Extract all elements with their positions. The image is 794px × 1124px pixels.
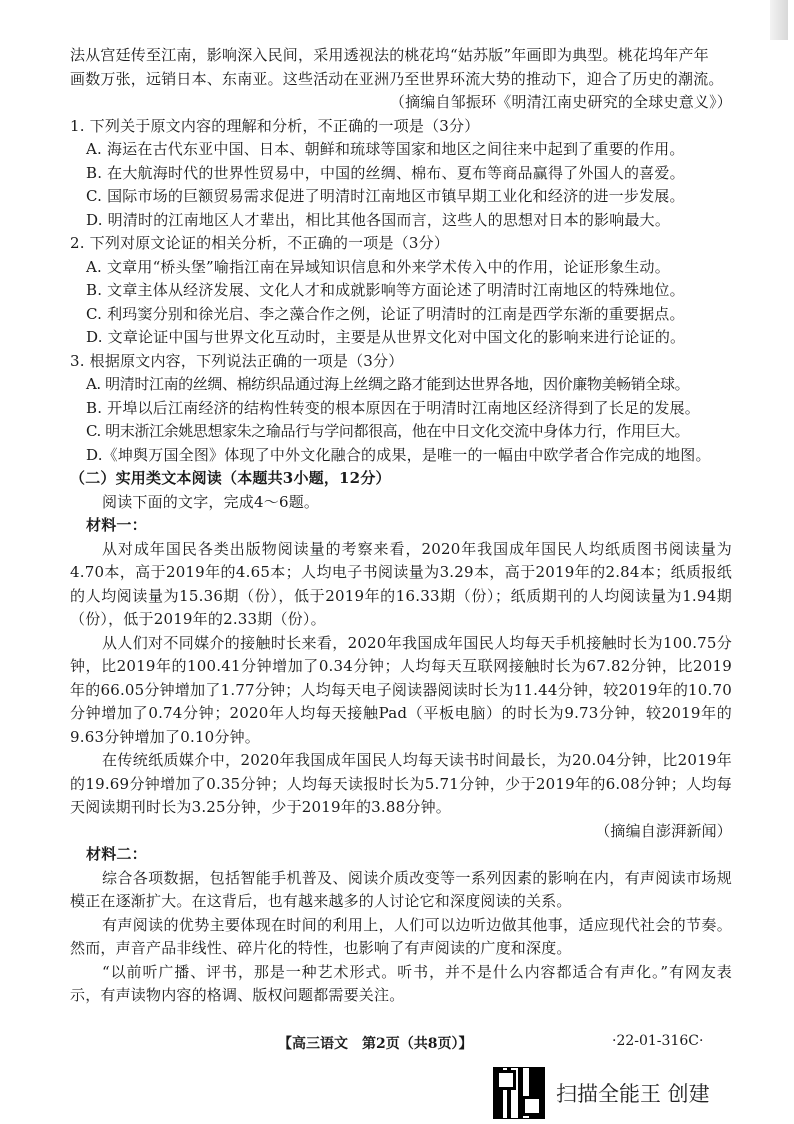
exam-code: ·22-01-316C· bbox=[612, 1033, 704, 1049]
material-1-paragraph: 从人们对不同媒介的接触时长来看，2020年我国成年国民人均每天手机接触时长为100.75分钟，比2019年的100.41分钟增加了0.34分钟；人均每天互联网接触时长为67.82分钟，比2019年的66.05分钟增加了1.77分钟；人均每天电子阅读器阅读时长为11.44分钟，较2019年的10.70分钟增加了0.74分钟；2020年人均每天接触Pad（平板电脑）的时长为9.73分钟，较2019年的9.63分钟增加了0.10分钟。 bbox=[70, 633, 732, 746]
question-2 bbox=[70, 232, 732, 350]
material-2-paragraph: “以前听广播、评书，那是一种艺术形式。听书，并不是什么内容都适合有声化。”有网友表示，有声读物内容的格调、版权问题都需要关注。 bbox=[70, 962, 732, 1004]
material-2-paragraph: 有声阅读的优势主要体现在时间的利用上，人们可以边听边做其他事，适应现代社会的节奏。然而，声音产品非线性、碎片化的特性，也影响了有声阅读的广度和深度。 bbox=[70, 915, 732, 957]
option-c: C. 明末浙江余姚思想家朱之瑜品行与学问都很高，他在中日文化交流中身体力行，作用巨大。 bbox=[86, 422, 690, 440]
top-paragraph bbox=[70, 44, 732, 91]
citation: （摘编自澎湃新闻） bbox=[595, 821, 732, 840]
question-stem: 3. 根据原文内容，下列说法正确的一项是（3分） bbox=[70, 351, 404, 370]
instruction: 阅读下面的文字，完成4～6题。 bbox=[102, 492, 320, 511]
question-stem: 2. 下列对原文论证的相关分析，不正确的一项是（3分） bbox=[70, 234, 450, 252]
option-c: C. 国际市场的巨额贸易需求促进了明清时江南地区市镇早期工业化和经济的进一步发展。 bbox=[86, 187, 685, 205]
option-c: C. 利玛窦分别和徐光启、李之藻合作之例，论证了明清时的江南是西学东渐的重要据点。 bbox=[86, 304, 685, 323]
material-2-title: 材料二： bbox=[86, 845, 147, 863]
page-edge-shadow bbox=[770, 0, 788, 40]
qr-code-icon bbox=[494, 1068, 544, 1118]
option-a: A. 文章用“桥头堡”喻指江南在异域知识信息和外来学术传入中的作用，论证形象生动。 bbox=[86, 257, 670, 276]
scanner-watermark bbox=[494, 1068, 754, 1118]
option-b: B. 开埠以后江南经济的结构性转变的根本原因在于明清时江南地区经济得到了长足的发展。 bbox=[86, 398, 700, 417]
option-d: D.《坤舆万国全图》体现了中外文化融合的成果，是唯一的一幅由中欧学者合作完成的地图。 bbox=[86, 445, 711, 464]
material-1-title: 材料一： bbox=[86, 516, 147, 534]
material-1-paragraph: 从对成年国民各类出版物阅读量的考察来看，2020年我国成年国民人均纸质图书阅读量为4.70本，高于2019年的4.65本；人均电子书阅读量为3.29本，高于2019年的2.84本；纸质报纸的人均阅读量为15.36期（份），低于2019年的16.33期（份）；纸质期刊的人均阅读量为1.94期（份），低于2019年的2.33期（份）。 bbox=[70, 539, 732, 628]
text-line: 画数万张，远销日本、东南亚。这些活动在亚洲乃至世界环流大势的推动下，迎合了历史的潮流。 bbox=[70, 69, 724, 88]
material-1-paragraph: 在传统纸质媒介中，2020年我国成年国民人均每天读书时间最长，为20.04分钟，比2019年的19.69分钟增加了0.35分钟；人均每天读报时长为5.71分钟，少于2019年的6.08分钟；人均每天阅读期刊时长为3.25分钟，少于2019年的3.88分钟。 bbox=[70, 751, 732, 816]
option-b: B. 在大航海时代的世界性贸易中，中国的丝绸、棉布、夏布等商品赢得了外国人的喜爱。 bbox=[86, 163, 685, 182]
question-1 bbox=[70, 115, 732, 233]
page-footer bbox=[0, 1033, 794, 1057]
question-3 bbox=[70, 350, 732, 468]
question-stem: 1. 下列关于原文内容的理解和分析，不正确的一项是（3分） bbox=[70, 116, 480, 135]
option-b: B. 文章主体从经济发展、文化人才和成就影响等方面论述了明清时江南地区的特殊地位。 bbox=[86, 281, 685, 299]
page-number: 【高三语文 第2页（共8页）】 bbox=[278, 1036, 473, 1052]
option-d: D. 文章论证中国与世界文化互动时，主要是从世界文化对中国文化的影响来进行论证的。 bbox=[86, 328, 686, 346]
material-2-paragraph: 综合各项数据，包括智能手机普及、阅读介质改变等一系列因素的影响在内，有声阅读市场规模正在逐渐扩大。在这背后，也有越来越多的人讨论它和深度阅读的关系。 bbox=[70, 868, 732, 910]
option-a: A. 明清时江南的丝绸、棉纺织品通过海上丝绸之路才能到达世界各地，因价廉物美畅销全球。 bbox=[86, 375, 690, 393]
option-a: A. 海运在古代东亚中国、日本、朝鲜和琉球等国家和地区之间往来中起到了重要的作用。 bbox=[86, 140, 685, 158]
scanner-label: 扫描全能王 创建 bbox=[556, 1082, 710, 1106]
citation: （摘编自邹振环《明清江南史研究的全球史意义》） bbox=[389, 93, 732, 111]
option-d: D. 明清时的江南地区人才辈出，相比其他各国而言，这些人的思想对日本的影响最大。 bbox=[86, 210, 671, 229]
section-heading: （二）实用类文本阅读（本题共3小题，12分） bbox=[70, 469, 391, 487]
text-line: 法从宫廷传至江南，影响深入民间，采用透视法的桃花坞“姑苏版”年画即为典型。桃花坞年产年 bbox=[70, 46, 709, 64]
